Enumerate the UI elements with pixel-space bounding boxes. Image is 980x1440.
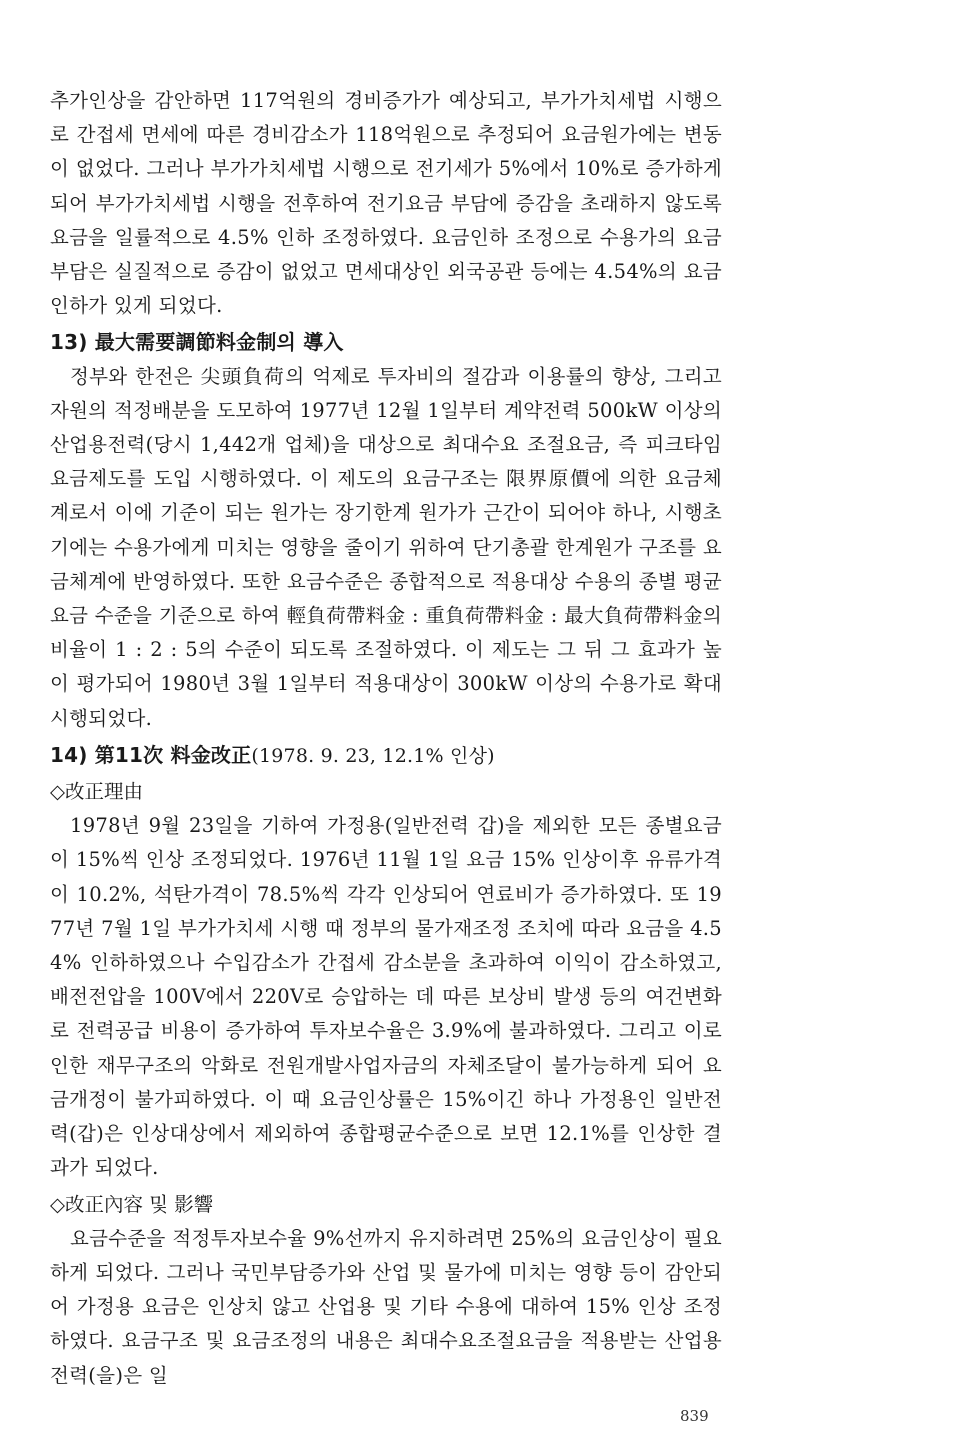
subheading-revision-content: ◇改正內容 및 影響 (50, 1192, 214, 1216)
paragraph-peak-pricing: 정부와 한전은 尖頭負荷의 억제로 투자비의 절감과 이용률의 향상, 그리고 자원의 적정배분을 도모하여 1977년 12월 1일부터 계약전력 500kW 이상의 산업용전력(당시 1,442개 업체)을 대상으로 최대수요 조절요금, 즉 피크타임요금제도를 도입 시행하였다. 이 제도의 요금구조는 限界原價에 의한 요금체계로서 이에 기준이 되는 원가는 장기한계 원가가 근간이 되어야 하나, 시행초기에는 수용가에게 미치는 영향을 줄이기 위하여 단기총괄 한계원가 구조를 요금체계에 반영하였다. 또한 요금수준은 종합적으로 적용대상 수용의 종별 평균요금 수준을 기준으로 하여 輕負荷帶料金 : 重負荷帶料金 : 最大負荷帶料金의 비율이 1 : 2 : 5의 수준이 되도록 조절하였다. 이 제도는 그 뒤 그 효과가 높이 평가되어 1980년 3월 1일부터 적용대상이 300kW 이상의 수용가로 확대 시행되었다. (50, 364, 722, 730)
subheading-revision-reason: ◇改正理由 (50, 780, 143, 804)
section-heading-14-date: (1978. 9. 23, 12.1% 인상) (251, 744, 495, 767)
page-number: 839 (680, 1407, 709, 1425)
paragraph-revision-content: 요금수준을 적정투자보수율 9%선까지 유지하려면 25%의 요금인상이 필요하게 되었다. 그러나 국민부담증가와 산업 및 물가에 미치는 영향 등이 감안되어 가정용 요금은 인상치 않고 산업용 및 기타 수용에 대하여 15% 인상 조정하였다. 요금구조 및 요금조정의 내용은 최대수요조절요금을 적용받는 산업용전력(을)은 일 (50, 1226, 722, 1387)
section-heading-14-text: 14) 第11次 料金改正 (50, 742, 252, 767)
section-heading-14 (50, 738, 722, 773)
section-heading-13 (50, 325, 722, 359)
paragraph-revision-reason: 1978년 9월 23일을 기하여 가정용(일반전력 갑)을 제외한 모든 종별요금이 15%씩 인상 조정되었다. 1976년 11월 1일 요금 15% 인상이후 유류가격이 10.2%, 석탄가격이 78.5%씩 각각 인상되어 연료비가 증가하였다. 또 1977년 7월 1일 부가가치세 시행 때 정부의 물가재조정 조치에 따라 요금을 4.54% 인하하였으나 수입감소가 간접세 감소분을 초과하여 이익이 감소하였고, 배전전압을 100V에서 220V로 승압하는 데 따른 보상비 발생 등의 여건변화로 전력공급 비용이 증가하여 투자보수율은 3.9%에 불과하였다. 그리고 이로 인한 재무구조의 악화로 전원개발사업자금의 자체조달이 불가능하게 되어 요금개정이 불가피하였다. 이 때 요금인상률은 15%이긴 하나 가정용인 일반전력(갑)은 인상대상에서 제외하여 종합평균수준으로 보면 12.1%를 인상한 결과가 되었다. (50, 814, 722, 1180)
paragraph-continuation: 추가인상을 감안하면 117억원의 경비증가가 예상되고, 부가가치세법 시행으로 간접세 면세에 따른 경비감소가 118억원으로 추정되어 요금원가에는 변동이 없었다. 그러나 부가가치세법 시행으로 전기세가 5%에서 10%로 증가하게 되어 부가가치세법 시행을 전후하여 전기요금 부담에 증감을 초래하지 않도록 요금을 일률적으로 4.5% 인하 조정하였다. 요금인하 조정으로 수용가의 요금부담은 실질적으로 증감이 없었고 면세대상인 외국공관 등에는 4.54%의 요금인하가 있게 되었다. (50, 89, 722, 318)
section-heading-13-text: 13) 最大需要調節料金制의 導入 (50, 330, 344, 355)
document-body (50, 84, 722, 1393)
